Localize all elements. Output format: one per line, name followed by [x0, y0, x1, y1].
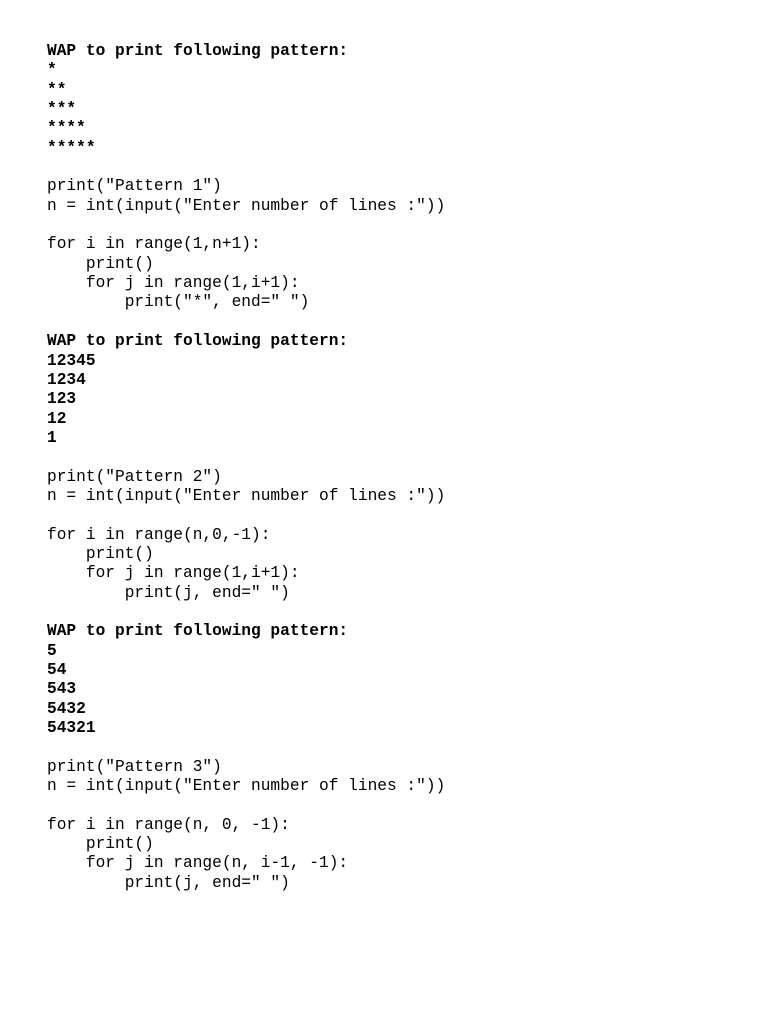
code-line: for i in range(n,0,-1): — [47, 525, 271, 544]
pattern-section-1 — [47, 42, 747, 313]
section-heading: WAP to print following pattern: — [47, 42, 349, 60]
code-line: print() — [47, 254, 154, 273]
pattern-section-2 — [47, 332, 747, 603]
code-line: for j in range(1,i+1): — [47, 274, 300, 293]
code-line: for i in range(n, 0, -1): — [47, 815, 290, 834]
code-line: print(j, end=" ") — [47, 583, 290, 602]
section-heading: WAP to print following pattern: — [47, 622, 349, 641]
pattern-line: ***** — [47, 138, 96, 157]
pattern-line: * — [47, 61, 57, 80]
blank-line — [47, 216, 747, 235]
code-line: for i in range(1,n+1): — [47, 235, 261, 254]
section-heading: WAP to print following pattern: — [47, 332, 349, 351]
code-line: print() — [47, 835, 154, 854]
pattern-line: 54321 — [47, 719, 96, 738]
pattern-line: 5432 — [47, 699, 86, 718]
blank-line — [47, 448, 747, 467]
code-line: print("Pattern 2") — [47, 467, 222, 486]
blank-line — [47, 506, 747, 525]
code-line: print("Pattern 1") — [47, 177, 222, 196]
pattern-line: 1234 — [47, 370, 86, 389]
pattern-line: 5 — [47, 641, 57, 660]
pattern-line: *** — [47, 100, 77, 119]
code-line: print(j, end=" ") — [47, 873, 290, 892]
pattern-line: ** — [47, 80, 67, 99]
pattern-line: 12 — [47, 409, 67, 428]
pattern-line: 123 — [47, 390, 77, 409]
pattern-line: 12345 — [47, 351, 96, 370]
document-page — [47, 42, 747, 893]
code-line: print("*", end=" ") — [47, 293, 310, 312]
code-line: print() — [47, 544, 154, 563]
blank-line — [47, 738, 747, 757]
pattern-line: **** — [47, 119, 86, 138]
code-line: n = int(input("Enter number of lines :")) — [47, 486, 446, 505]
pattern-line: 1 — [47, 428, 57, 447]
code-line: for j in range(n, i-1, -1): — [47, 854, 349, 873]
pattern-line: 543 — [47, 680, 77, 699]
pattern-line: 54 — [47, 661, 67, 679]
code-line: for j in range(1,i+1): — [47, 564, 300, 583]
blank-line — [47, 158, 747, 177]
code-line: n = int(input("Enter number of lines :")) — [47, 196, 446, 215]
blank-line — [47, 796, 747, 815]
pattern-section-3 — [47, 622, 747, 893]
code-line: print("Pattern 3") — [47, 757, 222, 776]
code-line: n = int(input("Enter number of lines :")) — [47, 777, 446, 796]
